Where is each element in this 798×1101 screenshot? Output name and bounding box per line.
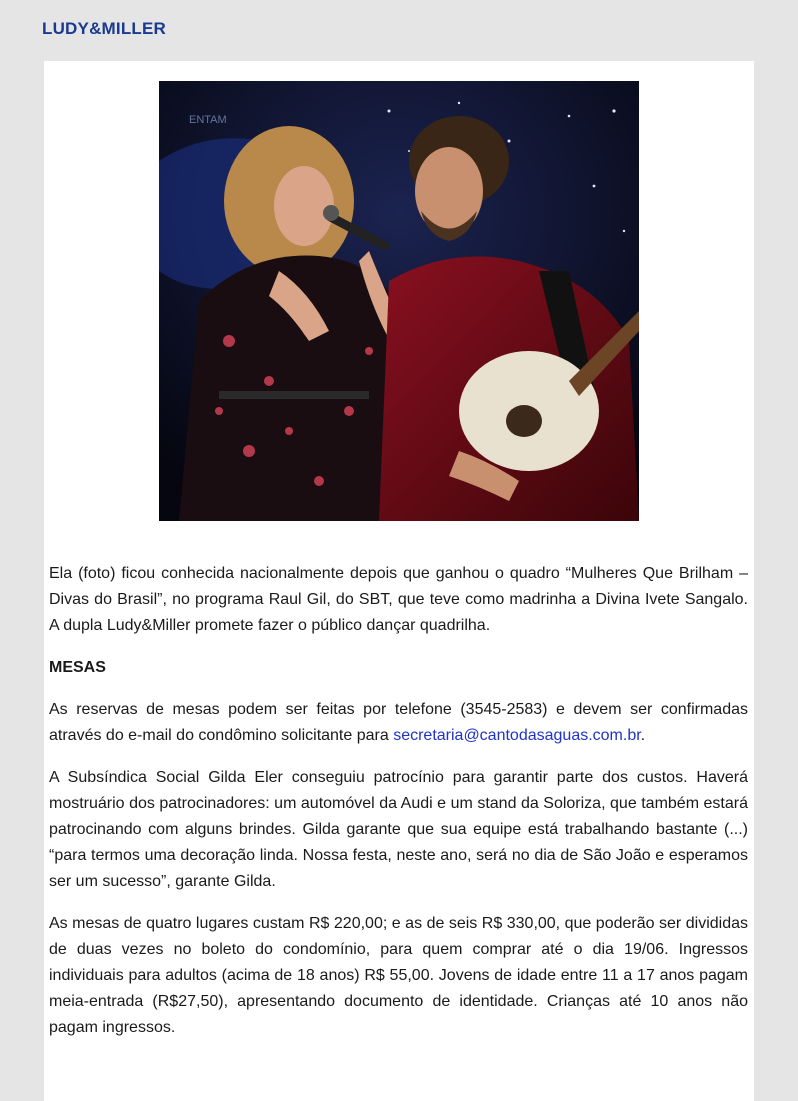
svg-text:ENTAM: ENTAM [189, 114, 227, 126]
email-link[interactable]: secretaria@cantodasaguas.com.br [393, 727, 641, 744]
article-paragraph [49, 697, 748, 749]
paragraph-text: . [640, 727, 646, 744]
article-card [44, 61, 754, 1101]
article-paragraph: A Subsíndica Social Gilda Eler conseguiu patrocínio para garantir parte dos custos. Haverá mostruário dos patrocinadores: um automóvel da Audi e um stand da Soloriza, que também estará patrocinando com alguns brindes. Gilda garante que sua equipe está trabalhando bastante (...) “para termos uma decoração linda. Nossa festa, neste ano, será no dia de São João e esperamos ser um sucesso”, garante Gilda. [49, 769, 748, 890]
article-paragraph: As mesas de quatro lugares custam R$ 220,00; e as de seis R$ 330,00, que poderão ser divididas de duas vezes no boleto do condomínio, para quem comprar até o dia 19/06. Ingressos individuais para adultos (acima de 18 anos) R$ 55,00. Jovens de idade entre 11 a 17 anos pagam meia-entrada (R$27,50), apresentando documento de identidade. Crianças até 10 anos não pagam ingressos. [49, 915, 748, 1036]
article-body [49, 561, 748, 1057]
performers-photo [159, 81, 639, 521]
paragraph-text: As reservas de mesas podem ser feitas por telefone (3545-2583) e devem ser confirmadas através do e-mail do condômino solicitante para [49, 701, 748, 744]
section-heading: MESAS [49, 659, 106, 676]
brand-title: LUDY&MILLER [42, 19, 167, 38]
article-paragraph: Ela (foto) ficou conhecida nacionalmente depois que ganhou o quadro “Mulheres Que Brilham – Divas do Brasil”, no programa Raul Gil, do SBT, que teve como madrinha a Divina Ivete Sangalo. A dupla Ludy&Miller promete fazer o público dançar quadrilha. [49, 565, 748, 634]
